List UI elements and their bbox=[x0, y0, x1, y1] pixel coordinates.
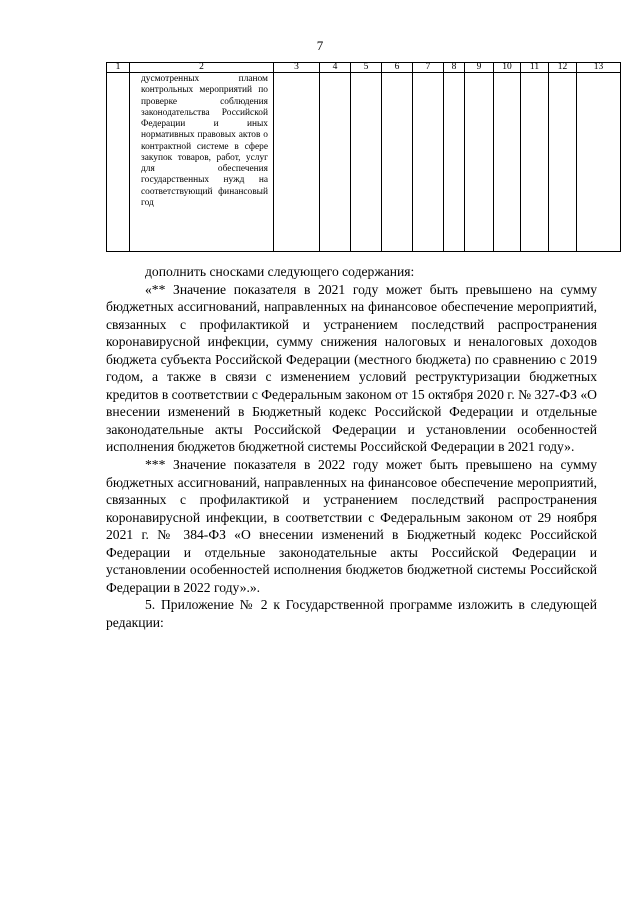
column-number: 2 bbox=[130, 63, 274, 73]
item-5-paragraph: 5. Приложение № 2 к Государственной программе изложить в следующей редакции: bbox=[106, 597, 597, 630]
table-cell bbox=[494, 73, 521, 252]
table-row bbox=[107, 73, 621, 252]
table-cell bbox=[382, 73, 413, 252]
footnote-2021: «** Значение показателя в 2021 году может быть превышено на сумму бюджетных ассигнований, направленных на финансовое обеспечение мероприятий, связанных с профилактикой и устранением последствий распространения коронавирусной инфекции, сумму снижения налоговых и неналоговых доходов бюджета субъекта Российской Федерации (местного бюджета) по сравнению с 2019 годом, а также в связи с изменением условий реструктуризации бюджетных кредитов в соответствии с Федеральным законом от 15 октября 2020 г. № 327-ФЗ «О внесении изменений в Бюджетный кодекс Российской Федерации и отдельные законодательные акты Российской Федерации и установлении особенностей исполнения бюджетов бюджетной системы Российской Федерации в 2021 году». bbox=[106, 281, 597, 455]
column-number: 11 bbox=[521, 63, 549, 73]
table-cell bbox=[521, 73, 549, 252]
column-number: 3 bbox=[274, 63, 320, 73]
column-number: 5 bbox=[351, 63, 382, 73]
indicator-table bbox=[106, 62, 621, 252]
intro-paragraph: дополнить сносками следующего содержания: bbox=[145, 264, 415, 279]
table-cell bbox=[320, 73, 351, 252]
table-cell bbox=[274, 73, 320, 252]
table-cell bbox=[413, 73, 444, 252]
table-cell bbox=[444, 73, 465, 252]
table-header-row bbox=[107, 63, 621, 73]
table-cell bbox=[465, 73, 494, 252]
column-number: 1 bbox=[107, 63, 130, 73]
table-cell bbox=[107, 73, 130, 252]
column-number: 13 bbox=[577, 63, 621, 73]
column-number: 8 bbox=[444, 63, 465, 73]
table-cell bbox=[577, 73, 621, 252]
table-cell bbox=[549, 73, 577, 252]
column-number: 12 bbox=[549, 63, 577, 73]
indicator-description: дусмотренных планом контрольных мероприятий по проверке соблюдения законодательства Российской Федерации и иных нормативных правовых актов о контрактной системе в сфере закупок товаров, работ, услуг для обеспечения государственных нужд на соответствующий финансовый год bbox=[141, 74, 268, 208]
column-number: 9 bbox=[465, 63, 494, 73]
document-body bbox=[106, 263, 597, 631]
column-number: 4 bbox=[320, 63, 351, 73]
column-number: 7 bbox=[413, 63, 444, 73]
column-number: 6 bbox=[382, 63, 413, 73]
table-cell bbox=[130, 73, 274, 252]
footnote-2022: *** Значение показателя в 2022 году может быть превышено на сумму бюджетных ассигнований, направленных на финансовое обеспечение мероприятий, связанных с профилактикой и устранением последствий распространения коронавирусной инфекции, в соответствии с Федеральным законом от 29 ноября 2021 г. № 384-ФЗ «О внесении изменений в Бюджетный кодекс Российской Федерации и отдельные законодательные акты Российской Федерации и установлении особенностей исполнения бюджетов бюджетной системы Российской Федерации в 2022 году».». bbox=[106, 457, 597, 595]
page-number: 7 bbox=[316, 38, 324, 53]
column-number: 10 bbox=[494, 63, 521, 73]
table-cell bbox=[351, 73, 382, 252]
